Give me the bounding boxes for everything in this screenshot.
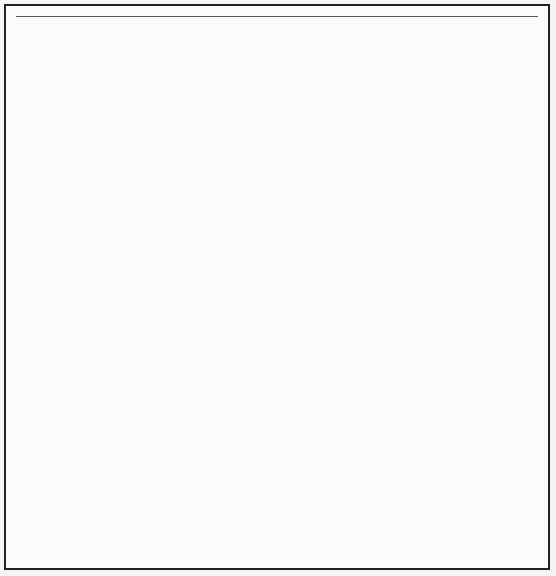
notice-body <box>6 23 548 463</box>
title-divider <box>16 16 538 17</box>
auction-notice <box>4 4 550 570</box>
